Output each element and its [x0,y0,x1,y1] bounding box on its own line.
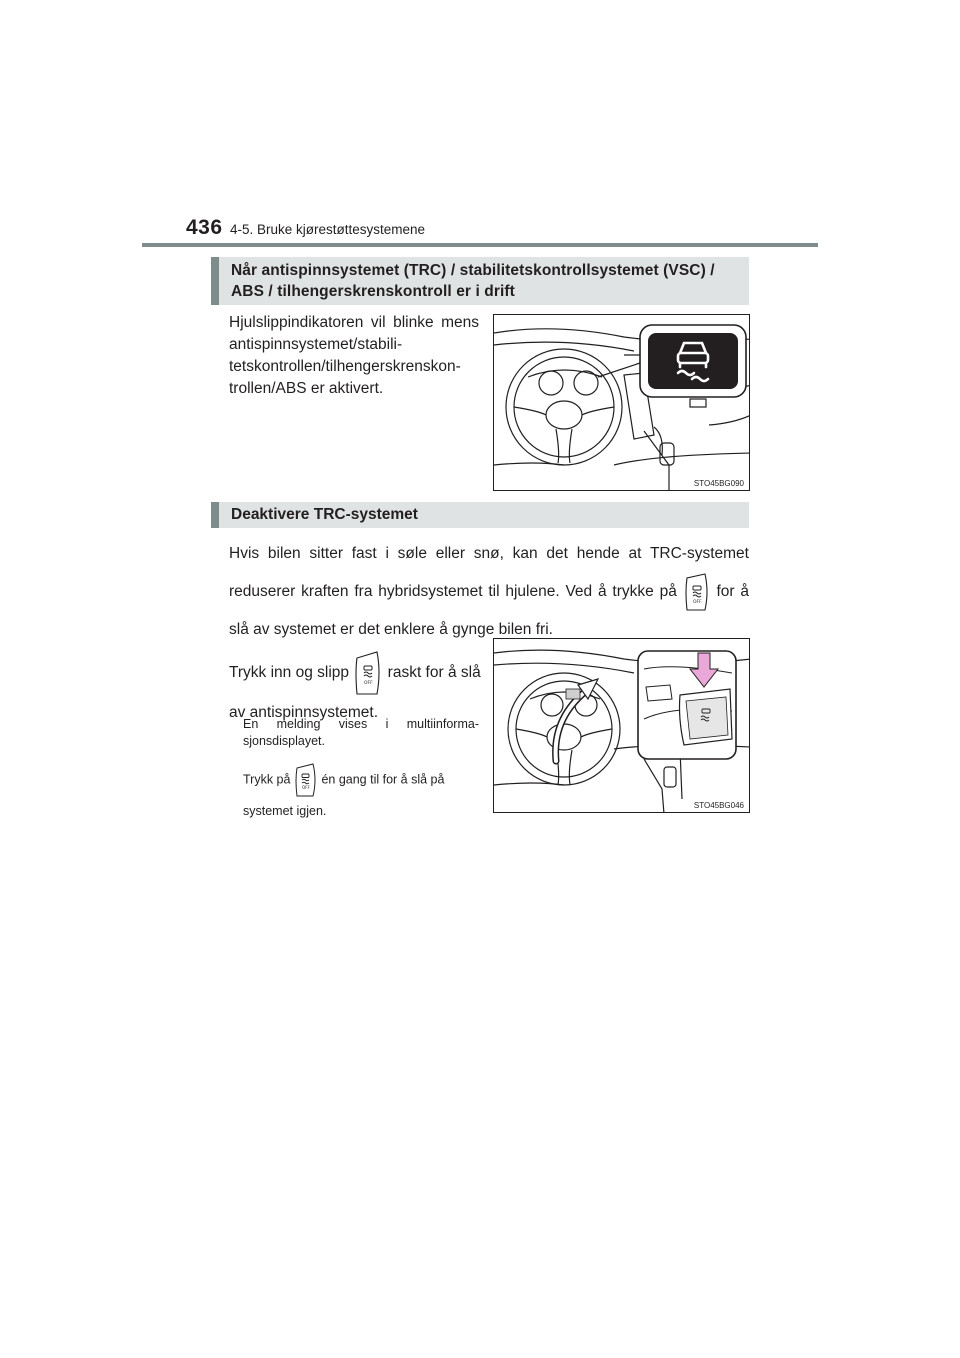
vsc-off-button-icon [353,650,383,696]
intro-text-2: for å slå av systemet er det enklere å gynge bilen fri. [229,583,750,638]
vsc-off-button-icon [294,762,318,798]
deactivate-intro-paragraph [229,536,749,648]
slip-indicator-icon [640,325,746,397]
figure-code: STO45BG090 [693,479,744,488]
header-rule [142,243,818,247]
step-text-2: raskt for å slå av antispinnsystemet. [229,664,481,721]
button-callout [638,651,736,759]
note2-text-1: Trykk på [243,772,291,787]
page-number: 436 [186,216,223,239]
slip-indicator-figure [493,314,750,491]
note2-text-2: én gang til for å slå på systemet igjen. [243,772,445,818]
step-text-1: Trykk inn og slipp [229,664,350,682]
vsc-off-button-icon [683,572,711,612]
figure-code: STO45BG046 [693,801,744,810]
intro-text-1: Hvis bilen sitter fast i søle eller snø, kan det hende at TRC-systemet reduserer kraften fra hybridsystemet til hjulene. Ved å trykke på [229,545,749,601]
note-reactivate [243,762,479,824]
vsc-off-button-figure [493,638,750,813]
dashboard-illustration [494,315,750,491]
dashboard-button-illustration [494,639,750,813]
section-heading-trc-vsc-active: Når antispinnsystemet (TRC) / stabilitetskontrollsystemet (VSC) / ABS / tilhengerskrenskontroll er i drift [211,257,749,305]
chapter-title: 4-5. Bruke kjørestøttesystemene [230,222,426,237]
slip-indicator-paragraph: Hjulslippindikatoren vil blinke mens antispinnsystemet/stabili-tetskontrollen/tilhengerskrenskon-trollen/ABS er aktivert. [229,314,479,397]
note-message-display: En melding vises i multiinforma-sjonsdisplayet. [243,717,479,748]
section-heading-deactivate-trc: Deaktivere TRC-systemet [211,502,749,528]
svg-text:OFF: OFF [692,600,702,605]
svg-text:OFF: OFF [364,681,374,686]
svg-text:OFF: OFF [301,785,310,790]
